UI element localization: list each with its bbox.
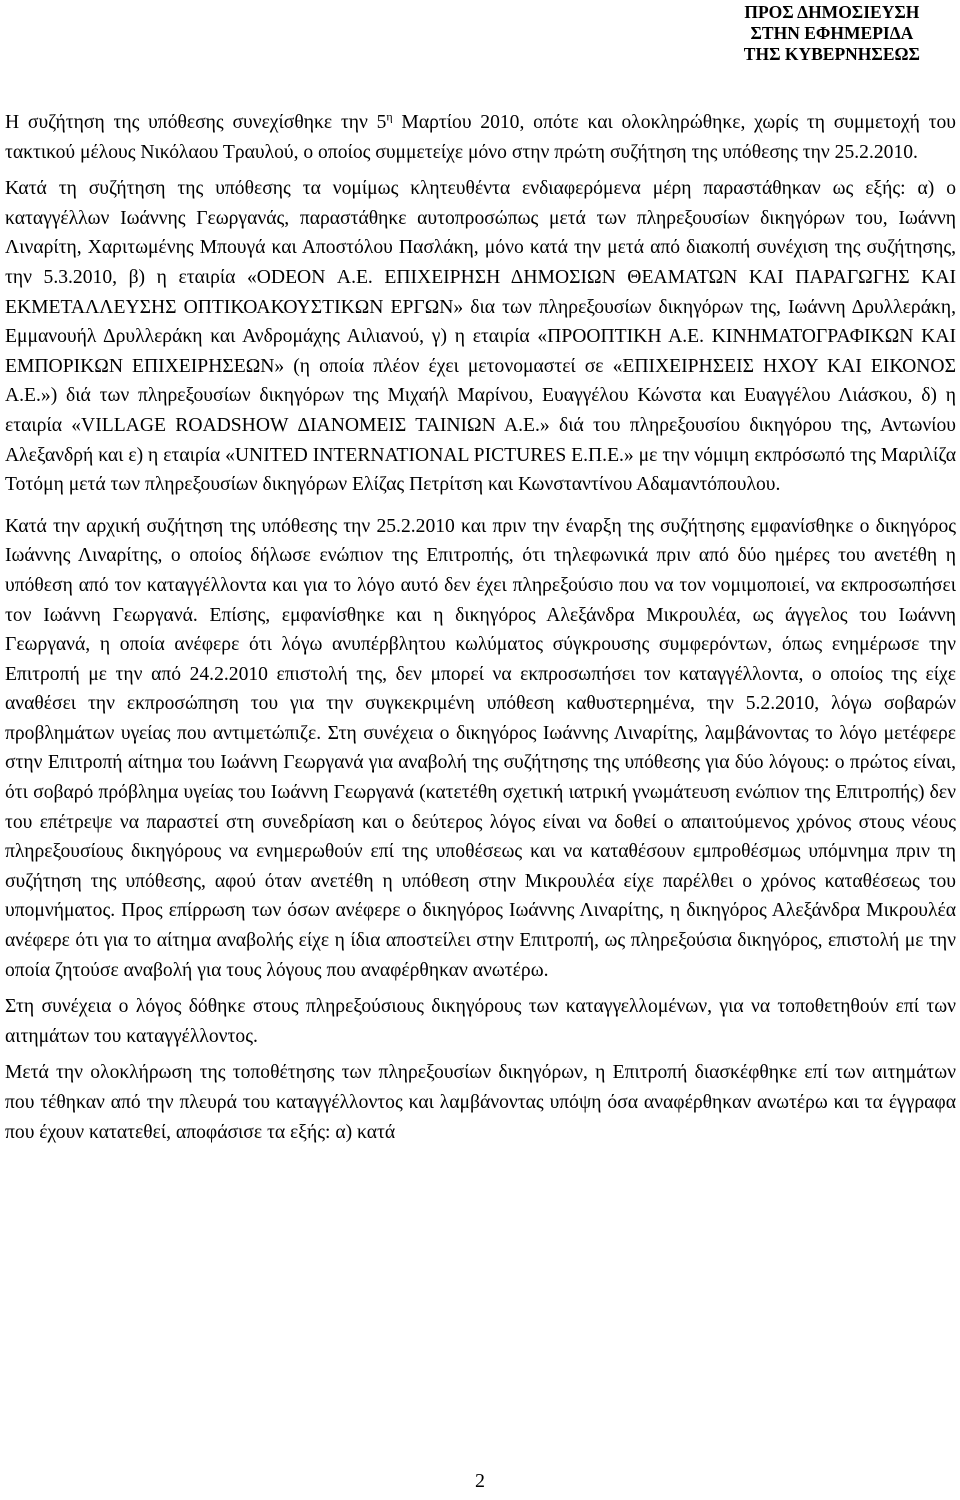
paragraph-4: Στη συνέχεια ο λόγος δόθηκε στους πληρεξούσιους δικηγόρους των καταγγελλομένων, για να τοποθετηθούν επί των αιτημάτων του καταγγέλλοντος. [5, 996, 956, 1047]
paragraph-1-end: Μαρτίου 2010, οπότε και ολοκληρώθηκε, χωρίς τη συμμετοχή του τακτικού μέλους Νικόλαου Τραυλού, ο οποίος συμμετείχε μόνο στην πρώτη συζήτηση της υπόθεσης την 25.2.2010. [5, 112, 956, 163]
paragraph-2: Κατά τη συζήτηση της υπόθεσης τα νομίμως κλητευθέντα ενδιαφερόμενα μέρη παραστάθηκαν ως εξής: α) ο καταγγέλλων Ιωάννης Γεωργανάς, παραστάθηκε αυτοπροσώπως μετά των πληρεξουσίων δικηγόρων του, Ιωάννη Λιναρίτη, Χαριτωμένης Μπουγά και Αποστόλου Πασλάκη, μόνο κατά την μετά από διακοπή συνέχιση της συζήτησης, την 5.3.2010, β) η εταιρία «ODEON Α.Ε. ΕΠΙΧΕΙΡΗΣΗ ΔΗΜΟΣΙΩΝ ΘΕΑΜΑΤΩΝ ΚΑΙ ΠΑΡΑΓΩΓΗΣ ΚΑΙ ΕΚΜΕΤΑΛΛΕΥΣΗΣ ΟΠΤΙΚΟΑΚΟΥΣΤΙΚΩΝ ΕΡΓΩΝ» δια των πληρεξουσίων δικηγόρων της, Ιωάννη Δρυλλεράκη, Εμμανουήλ Δρυλλεράκη και Ανδρομάχης Αιλιανού, γ) η εταιρία «ΠΡΟΟΠΤΙΚΗ Α.Ε. ΚΙΝΗΜΑΤΟΓΡΑΦΙΚΩΝ ΚΑΙ ΕΜΠΟΡΙΚΩΝ ΕΠΙΧΕΙΡΗΣΕΩΝ» (η οποία πλέον έχει μετονομαστεί σε «ΕΠΙΧΕΙΡΗΣΕΙΣ ΗΧΟΥ ΚΑΙ ΕΙΚΟΝΟΣ Α.Ε.») διά των πληρεξουσίων δικηγόρων της Μιχαήλ Μαρίνου, Ευαγγέλου Κώνστα και Ευαγγέλου Λιάσκου, δ) η εταιρία «VILLAGE ROADSHOW ΔΙΑΝΟΜΕΙΣ ΤΑΙΝΙΩΝ Α.Ε.» διά του πληρεξουσίου δικηγόρου της, Αντωνίου Αλεξανδρή και ε) η εταιρία «UNITED INTERNATIONAL PICTURES Ε.Π.Ε.» με την νόμιμη εκπρόσωπό της Μαριλίζα Τοτόμη μετά των πληρεξουσίων δικηγόρων Ελίζας Πετρίτση και Κωνσταντίνου Αδαμαντόπουλου. [5, 178, 956, 496]
ordinal-superscript: η [386, 109, 393, 124]
paragraph-3: Κατά την αρχική συζήτηση της υπόθεσης την 25.2.2010 και πριν την έναρξη της συζήτησης εμφανίσθηκε ο δικηγόρος Ιωάννης Λιναρίτης, ο οποίος δήλωσε ενώπιον της Επιτροπής, ότι τηλεφωνικά πριν από δύο ημέρες του ανετέθη η υπόθεση από τον καταγγέλλοντα και για το λόγο αυτό δεν έχει πληρεξούσιο που να τον νομιμοποιεί, να εκπροσωπήσει τον Ιωάννη Γεωργανά. Επίσης, εμφανίσθηκε και η δικηγόρος Αλεξάνδρα Μικρουλέα, ως άγγελος του Ιωάννη Γεωργανά, η οποία ανέφερε ότι λόγω ανυπέρβλητου κωλύματος σύγκρουσης συμφερόντων, όπως ενημέρωσε την Επιτροπή με την από 24.2.2010 επιστολή της, δεν μπορεί να εκπροσωπήσει τον καταγγέλλοντα, ο οποίος της είχε αναθέσει την εκπροσώπηση του για την συγκεκριμένη υπόθεση καθυστερημένα, την 5.2.2010, λόγω σοβαρών προβλημάτων υγείας που αντιμετώπιζε. Στη συνέχεια ο δικηγόρος Ιωάννης Λιναρίτης, λαμβάνοντας το λόγο μετέφερε στην Επιτροπή αίτημα του Ιωάννη Γεωργανά για αναβολή της συζήτησης της υπόθεσης για δύο λόγους: ο πρώτος είναι, ότι σοβαρό πρόβλημα υγείας του Ιωάννη Γεωργανά (κατετέθη σχετική ιατρική γνωμάτευση ενώπιον της Επιτροπής) δεν του επέτρεψε να παραστεί στη συνεδρίαση και ο δεύτερος λόγος είναι να δοθεί ο απαιτούμενος χρόνος στους νέους πληρεξουσίους δικηγόρους να ενημερωθούν επί της υποθέσεως και να καταθέσουν εμπροθέσμως υπόμνημα πριν τη συζήτηση της υπόθεσης, αφού όταν ανετέθη η υπόθεση στην Μικρουλέα είχε παρέλθει ο χρόνος καταθέσεως του υπομνήματος. Προς επίρρωση των όσων ανέφερε ο δικηγόρος Ιωάννης Λιναρίτης, η δικηγόρος Αλεξάνδρα Μικρουλέα ανέφερε ότι για το αίτημα αναβολής είχε η ίδια αποστείλει στην Επιτροπή, ως πληρεξούσια δικηγόρος, επιστολή με την οποία ζητούσε αναβολή για τους λόγους που αναφέρθηκαν ανωτέρω. [5, 515, 956, 981]
paragraph-5: Μετά την ολοκλήρωση της τοποθέτησης των πληρεξουσίων δικηγόρων, η Επιτροπή διασκέφθηκε επί των αιτημάτων που τέθηκαν από την πλευρά του καταγγέλλοντος και λαμβάνοντας υπόψη όσα αναφέρθηκαν ανωτέρω και τα έγγραφα που έχουν κατατεθεί, αποφάσισε τα εξής: α) κατά [5, 1062, 956, 1143]
paragraph-1 [5, 108, 956, 167]
paragraph-1-start: Η συζήτηση της υπόθεσης συνεχίσθηκε την 5 [5, 112, 387, 133]
document-body [5, 108, 956, 1147]
header-line-2: ΣΤΗΝ ΕΦΗΜΕΡΙΔΑ [750, 23, 914, 43]
header-line-3: ΤΗΣ ΚΥΒΕΡΝΗΣΕΩΣ [743, 44, 920, 64]
page-number: 2 [475, 1470, 485, 1492]
header-line-1: ΠΡΟΣ ΔΗΜΟΣΙΕΥΣΗ [744, 2, 920, 22]
publication-header [744, 2, 920, 65]
